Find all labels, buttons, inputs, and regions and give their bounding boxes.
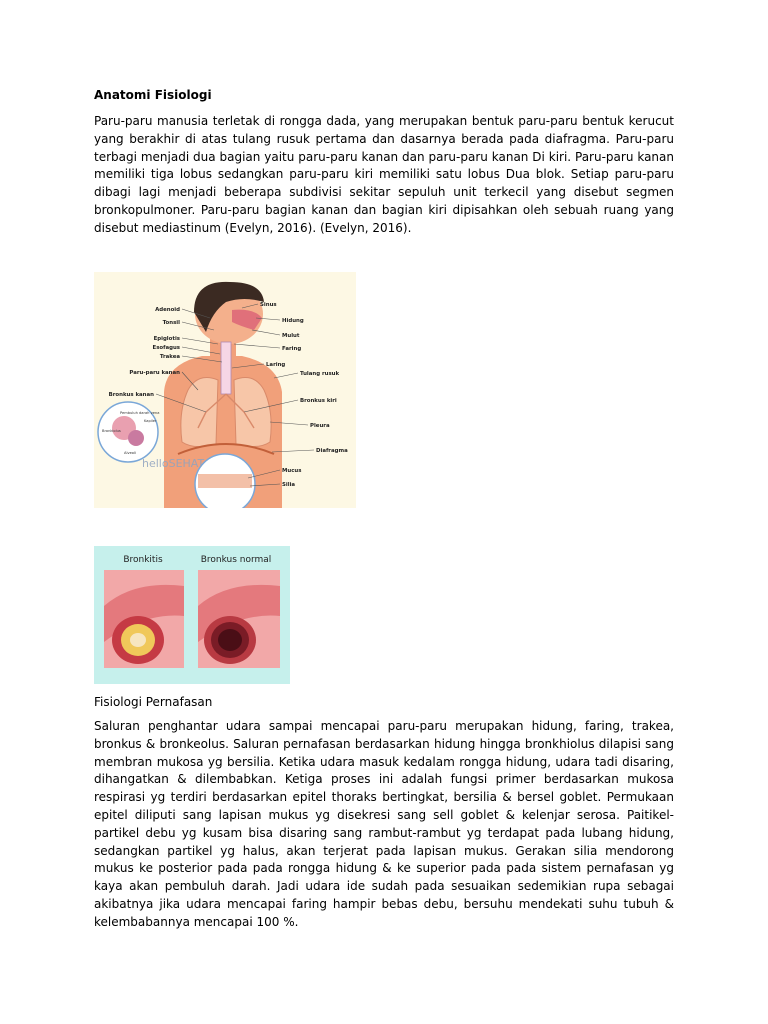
label-hidung: Hidung xyxy=(282,318,304,324)
paragraph-fisiologi: Saluran penghantar udara sampai mencapai paru-paru merupakan hidung, faring, trakea, bronkus & bronkeolus. Saluran pernafasan berdasarkan hidung hingga bronkhiolus dilapisi sang membran mukosa yg bersilia. Ketika udara masuk kedalam rongga hidung, udara tadi disaring, dihangatkan & dilembabkan. Ketiga proses ini adalah fungsi primer berdasarkan mukosa respirasi yg terdiri berdasarkan epitel thoraks bertingkat, bersilia & bersel goblet. Permukaan epitel diliputi sang lapisan mukus yg disekresi sang sell goblet & kelenjar serosa. Paitikel-partikel debu yg kusam bisa disaring sang rambut-rambut yg terdapat pada lubang hidung, sedangkan partikel yg halus, akan terjerat pada lapisan mukus. Gerakan silia mendorong mukus ke posterior pada pada rongga hidung & ke superior pada pada sistem pernafasan yg kaya akan pembuluh darah. Jadi udara ide sudah pada sesuaikan sedemikian rupa sebagai akibatnya jika udara mencapai faring hampir bebas debu, bersuhu mendekati suhu tubuh & kelembabannya mencapai 100 %. xyxy=(94,719,674,929)
label-tonsil: Tonsil xyxy=(162,320,180,326)
label-mucus: Mucus xyxy=(282,468,302,474)
alveoli-cluster-small xyxy=(128,430,144,446)
cilia-tissue xyxy=(198,474,252,488)
section-title-anatomi: Anatomi Fisiologi xyxy=(94,88,212,102)
label-faring: Faring xyxy=(282,346,302,352)
label-sinus: Sinus xyxy=(260,302,277,308)
label-esofagus: Esofagus xyxy=(152,345,180,351)
label-mulut: Mulut xyxy=(282,333,300,339)
trachea-shape xyxy=(221,342,231,394)
label-epiglotis: Epiglotis xyxy=(153,336,180,342)
label-silia: Silia xyxy=(282,482,296,488)
watermark-hellosehat: helloSEHAT xyxy=(142,457,205,470)
label-trakea: Trakea xyxy=(159,354,180,360)
label-laring: Laring xyxy=(266,362,286,368)
bronchitis-comparison-image xyxy=(94,546,290,684)
label-paru-paru-kanan: Paru-paru kanan xyxy=(129,370,180,376)
label-bronkiolus: Bronkiolus xyxy=(102,429,121,433)
respiratory-system-diagram xyxy=(94,272,356,508)
bronkus-normal-lumen-inner xyxy=(218,629,242,651)
label-kapiler: Kapiler xyxy=(144,419,157,423)
label-pleura: Pleura xyxy=(310,423,330,429)
label-bronkus-normal: Bronkus normal xyxy=(200,555,272,565)
label-diafragma: Diafragma xyxy=(316,448,348,454)
label-pembuluh-darah-vena: Pembuluh darah vena xyxy=(120,411,160,415)
paragraph-anatomi: Paru-paru manusia terletak di rongga dada, yang merupakan bentuk paru-paru bentuk kerucut yang berakhir di atas tulang rusuk pertama dan dasarnya berada pada diafragma. Paru-paru terbagi menjadi dua bagian yaitu paru-paru kanan dan paru-paru kanan Di kiri. Paru-paru kanan memiliki tiga lobus sedangkan paru-paru kiri memiliki satu lobus Dua blok. Setiap paru-paru dibagi lagi menjadi beberapa subdivisi sekitar sepuluh unit terkecil yang disebut segmen bronkopulmoner. Paru-paru bagian kanan dan bagian kiri dipisahkan oleh sebuah ruang yang disebut mediastinum (Evelyn, 2016). (Evelyn, 2016). xyxy=(94,114,674,235)
label-bronkus-kiri: Bronkus kiri xyxy=(300,398,337,404)
label-bronkitis: Bronkitis xyxy=(123,555,163,565)
section-title-fisiologi: Fisiologi Pernafasan xyxy=(94,695,213,709)
bronkitis-lumen xyxy=(130,633,146,647)
label-alveoli: Alveoli xyxy=(124,451,136,455)
label-bronkus-kanan: Bronkus kanan xyxy=(108,392,154,398)
label-adenoid: Adenoid xyxy=(155,307,180,313)
label-tulang-rusuk: Tulang rusuk xyxy=(300,371,340,377)
